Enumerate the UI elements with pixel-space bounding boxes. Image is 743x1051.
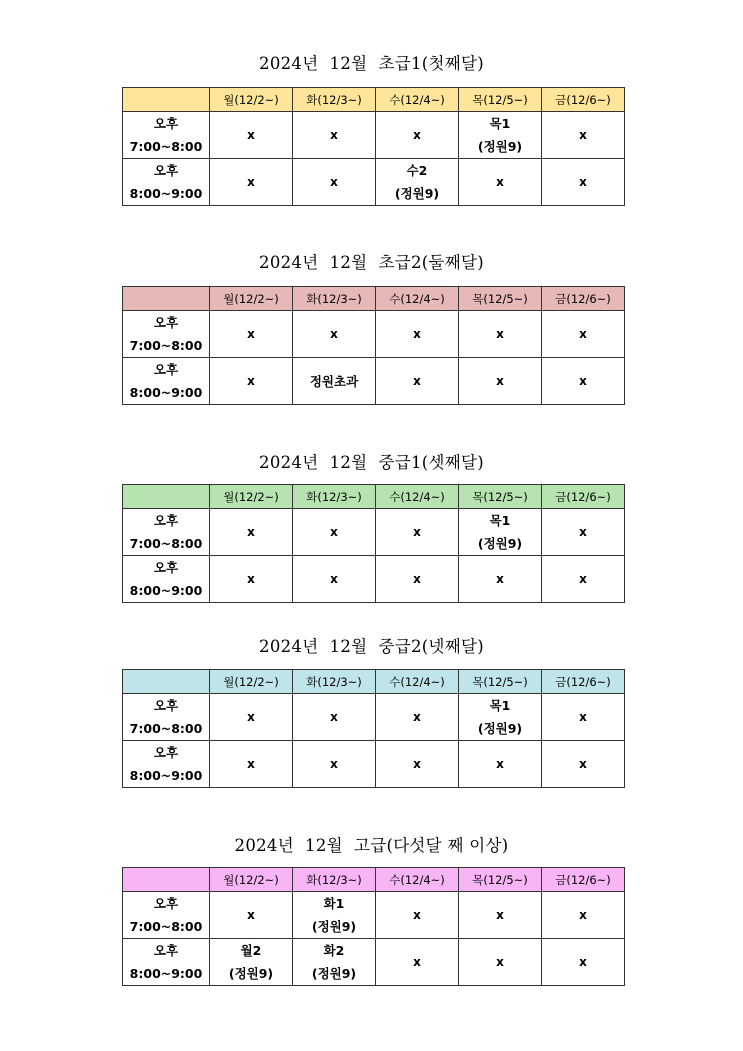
day-header: 화(12/3~) [293, 287, 376, 311]
time-slot-label: 오후 [153, 513, 179, 528]
schedule-cell [293, 694, 376, 741]
day-header: 화(12/3~) [293, 485, 376, 509]
time-slot-time: 7:00~8:00 [129, 139, 203, 154]
day-header: 수(12/4~) [376, 88, 459, 112]
day-header: 금(12/6~) [542, 485, 625, 509]
cell-line: x [413, 524, 421, 539]
cell-line: x [413, 571, 421, 586]
schedule-cell [376, 358, 459, 405]
table-header-row [123, 670, 625, 694]
day-header: 금(12/6~) [542, 88, 625, 112]
schedule-cell [376, 311, 459, 358]
day-header: 월(12/2~) [210, 670, 293, 694]
time-slot-cell [123, 892, 210, 939]
schedule-cell [376, 694, 459, 741]
schedule-cell [210, 741, 293, 788]
day-header: 금(12/6~) [542, 868, 625, 892]
time-slot-cell [123, 741, 210, 788]
cell-line: x [579, 907, 587, 922]
cell-line: x [247, 524, 255, 539]
schedule-cell [293, 311, 376, 358]
time-slot-label: 오후 [153, 745, 179, 760]
schedule-cell [459, 741, 542, 788]
schedule-cell [542, 741, 625, 788]
cell-line: x [579, 571, 587, 586]
section-title: 2024년 12월 고급(다섯달 째 이상) [234, 836, 509, 855]
cell-line: x [413, 954, 421, 969]
cell-line: x [330, 326, 338, 341]
cell-line: x [579, 174, 587, 189]
schedule-cell [542, 509, 625, 556]
schedule-cell [293, 159, 376, 206]
schedule-cell [542, 358, 625, 405]
cell-line: 화1 [323, 896, 345, 911]
schedule-cell [376, 939, 459, 986]
cell-line: x [496, 954, 504, 969]
cell-line: x [496, 571, 504, 586]
section-title: 2024년 12월 초급2(둘째달) [259, 253, 484, 272]
corner-cell [123, 485, 210, 509]
time-slot-time: 8:00~9:00 [129, 768, 203, 783]
table-row [123, 159, 625, 206]
schedule-table [122, 484, 625, 603]
cell-line: x [496, 907, 504, 922]
time-slot-time: 8:00~9:00 [129, 385, 203, 400]
table-row [123, 509, 625, 556]
cell-line: x [247, 571, 255, 586]
time-slot-cell [123, 556, 210, 603]
cell-line: x [330, 174, 338, 189]
cell-line: (정원9) [477, 721, 523, 736]
schedule-cell [459, 694, 542, 741]
day-header: 금(12/6~) [542, 287, 625, 311]
schedule-cell [293, 358, 376, 405]
table-row [123, 892, 625, 939]
schedule-cell [210, 556, 293, 603]
schedule-cell [376, 159, 459, 206]
cell-line: x [330, 127, 338, 142]
schedule-cell [542, 159, 625, 206]
schedule-cell [376, 509, 459, 556]
schedule-cell [210, 939, 293, 986]
schedule-cell [542, 112, 625, 159]
schedule-cell [459, 556, 542, 603]
table-header-row [123, 868, 625, 892]
cell-line: x [413, 326, 421, 341]
cell-line: x [496, 326, 504, 341]
time-slot-time: 7:00~8:00 [129, 919, 203, 934]
table-row [123, 694, 625, 741]
table-row [123, 556, 625, 603]
day-header: 수(12/4~) [376, 670, 459, 694]
cell-line: (정원9) [477, 139, 523, 154]
table-row [123, 358, 625, 405]
cell-line: x [247, 174, 255, 189]
cell-line: x [579, 524, 587, 539]
time-slot-cell [123, 509, 210, 556]
table-header-row [123, 88, 625, 112]
cell-line: x [496, 174, 504, 189]
cell-line: 정원초과 [309, 373, 359, 389]
cell-line: x [413, 709, 421, 724]
schedule-cell [210, 694, 293, 741]
time-slot-label: 오후 [153, 698, 179, 713]
schedule-cell [293, 741, 376, 788]
schedule-cell [210, 159, 293, 206]
table-row [123, 112, 625, 159]
day-header: 목(12/5~) [459, 287, 542, 311]
time-slot-label: 오후 [153, 362, 179, 377]
schedule-cell [376, 741, 459, 788]
schedule-cell [210, 112, 293, 159]
schedule-cell [293, 892, 376, 939]
cell-line: 월2 [240, 943, 262, 958]
schedule-table [122, 286, 625, 405]
schedule-cell [459, 939, 542, 986]
cell-line: x [247, 756, 255, 771]
time-slot-time: 7:00~8:00 [129, 721, 203, 736]
table-row [123, 741, 625, 788]
table-row [123, 311, 625, 358]
schedule-cell [459, 358, 542, 405]
cell-line: x [579, 756, 587, 771]
cell-line: 목1 [489, 513, 511, 528]
schedule-cell [542, 694, 625, 741]
day-header: 목(12/5~) [459, 670, 542, 694]
cell-line: x [579, 954, 587, 969]
cell-line: x [579, 127, 587, 142]
schedule-cell [542, 311, 625, 358]
cell-line: (정원9) [311, 919, 357, 934]
schedule-cell [210, 509, 293, 556]
time-slot-time: 7:00~8:00 [129, 536, 203, 551]
time-slot-time: 7:00~8:00 [129, 338, 203, 353]
cell-line: x [247, 373, 255, 388]
schedule-table [122, 867, 625, 986]
day-header: 수(12/4~) [376, 287, 459, 311]
schedule-cell [459, 892, 542, 939]
cell-line: (정원9) [394, 186, 440, 201]
time-slot-time: 8:00~9:00 [129, 186, 203, 201]
schedule-table [122, 87, 625, 206]
schedule-cell [459, 311, 542, 358]
time-slot-label: 오후 [153, 315, 179, 330]
cell-line: (정원9) [311, 966, 357, 981]
day-header: 월(12/2~) [210, 868, 293, 892]
schedule-cell [376, 112, 459, 159]
section-title: 2024년 12월 초급1(첫째달) [259, 54, 484, 73]
section-title: 2024년 12월 중급1(셋째달) [259, 453, 484, 472]
schedule-cell [542, 939, 625, 986]
schedule-cell [293, 939, 376, 986]
corner-cell [123, 670, 210, 694]
time-slot-cell [123, 358, 210, 405]
schedule-table [122, 669, 625, 788]
cell-line: x [330, 756, 338, 771]
schedule-cell [293, 556, 376, 603]
time-slot-cell [123, 694, 210, 741]
cell-line: x [413, 756, 421, 771]
cell-line: 화2 [323, 943, 345, 958]
schedule-cell [459, 509, 542, 556]
day-header: 월(12/2~) [210, 287, 293, 311]
time-slot-label: 오후 [153, 560, 179, 575]
schedule-cell [459, 112, 542, 159]
time-slot-cell [123, 939, 210, 986]
cell-line: 수2 [406, 163, 428, 178]
cell-line: x [579, 709, 587, 724]
schedule-cell [542, 892, 625, 939]
day-header: 수(12/4~) [376, 868, 459, 892]
cell-line: x [330, 709, 338, 724]
time-slot-label: 오후 [153, 163, 179, 178]
schedule-cell [210, 892, 293, 939]
cell-line: (정원9) [228, 966, 274, 981]
cell-line: x [247, 907, 255, 922]
cell-line: x [413, 373, 421, 388]
time-slot-label: 오후 [153, 943, 179, 958]
day-header: 목(12/5~) [459, 868, 542, 892]
schedule-cell [376, 892, 459, 939]
table-header-row [123, 287, 625, 311]
time-slot-label: 오후 [153, 116, 179, 131]
cell-line: 목1 [489, 116, 511, 131]
day-header: 수(12/4~) [376, 485, 459, 509]
cell-line: x [579, 373, 587, 388]
corner-cell [123, 287, 210, 311]
schedule-cell [293, 509, 376, 556]
cell-line: x [496, 756, 504, 771]
time-slot-time: 8:00~9:00 [129, 966, 203, 981]
day-header: 화(12/3~) [293, 868, 376, 892]
time-slot-cell [123, 112, 210, 159]
day-header: 월(12/2~) [210, 88, 293, 112]
time-slot-cell [123, 159, 210, 206]
schedule-cell [210, 358, 293, 405]
section-title: 2024년 12월 중급2(넷째달) [259, 637, 484, 656]
time-slot-label: 오후 [153, 896, 179, 911]
corner-cell [123, 88, 210, 112]
cell-line: 목1 [489, 698, 511, 713]
day-header: 목(12/5~) [459, 88, 542, 112]
day-header: 목(12/5~) [459, 485, 542, 509]
cell-line: x [330, 524, 338, 539]
table-header-row [123, 485, 625, 509]
cell-line: x [247, 709, 255, 724]
day-header: 월(12/2~) [210, 485, 293, 509]
table-row [123, 939, 625, 986]
schedule-cell [376, 556, 459, 603]
day-header: 화(12/3~) [293, 88, 376, 112]
cell-line: x [247, 127, 255, 142]
cell-line: x [496, 373, 504, 388]
time-slot-cell [123, 311, 210, 358]
cell-line: x [247, 326, 255, 341]
cell-line: x [579, 326, 587, 341]
schedule-cell [459, 159, 542, 206]
day-header: 화(12/3~) [293, 670, 376, 694]
cell-line: x [330, 571, 338, 586]
corner-cell [123, 868, 210, 892]
day-header: 금(12/6~) [542, 670, 625, 694]
cell-line: x [413, 907, 421, 922]
cell-line: (정원9) [477, 536, 523, 551]
schedule-cell [293, 112, 376, 159]
schedule-cell [210, 311, 293, 358]
schedule-cell [542, 556, 625, 603]
time-slot-time: 8:00~9:00 [129, 583, 203, 598]
cell-line: x [413, 127, 421, 142]
